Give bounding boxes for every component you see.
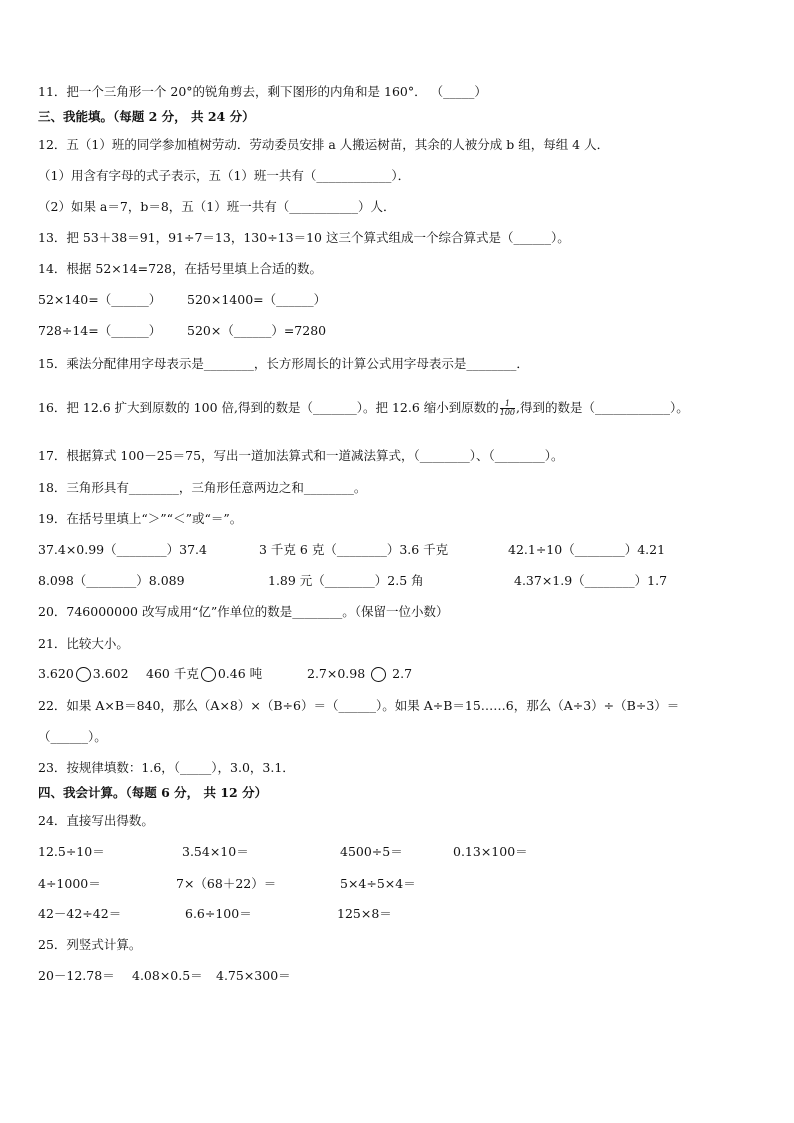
compare-left: 2.7×0.98 xyxy=(307,666,366,681)
question-19-r1-c: 42.1÷10（________）4.21 xyxy=(508,542,666,557)
q24-r3-a: 42－42÷42＝ xyxy=(38,906,122,921)
question-12-part-2: （2）如果 a＝7，b＝8，五（1）班一共有（___________）人． xyxy=(38,199,396,214)
question-14-d: 520×（______）=7280 xyxy=(187,323,327,338)
section-4-heading: 四、我会计算。（每题 6 分， 共 12 分） xyxy=(38,785,268,800)
q24-r2-b: 7×（68＋22）＝ xyxy=(176,876,277,891)
question-15: 15．乘法分配律用字母表示是________，长方形周长的计算公式用字母表示是________． xyxy=(38,356,529,371)
question-16 xyxy=(38,400,689,417)
q24-r1-b: 3.54×10＝ xyxy=(182,844,249,859)
q24-r1-c: 4500÷5＝ xyxy=(340,844,403,859)
question-16-after: ,得到的数是（____________）。 xyxy=(516,400,689,415)
compare-left: 3.620 xyxy=(38,666,74,681)
compare-circle[interactable] xyxy=(76,667,91,682)
question-21: 21．比较大小。 xyxy=(38,636,129,651)
question-19-r2-c: 4.37×1.9（________）1.7 xyxy=(514,573,668,588)
question-21-item-2 xyxy=(146,666,262,682)
q24-r3-b: 6.6÷100＝ xyxy=(185,906,252,921)
q25-c: 4.75×300＝ xyxy=(216,968,291,983)
compare-right: 0.46 吨 xyxy=(217,666,263,681)
compare-circle[interactable] xyxy=(371,667,386,682)
compare-left: 460 千克 xyxy=(146,666,199,681)
q24-r1-a: 12.5÷10＝ xyxy=(38,844,105,859)
question-16-before: 16．把 12.6 扩大到原数的 100 倍,得到的数是（_______）。把 12.6 缩小到原数的 xyxy=(38,400,499,415)
question-12-part-1: （1）用含有字母的式子表示，五（1）班一共有（____________）． xyxy=(38,168,411,183)
q24-r2-c: 5×4÷5×4＝ xyxy=(340,876,416,891)
q25-a: 20－12.78＝ xyxy=(38,968,115,983)
section-3-heading: 三、我能填。（每题 2 分， 共 24 分） xyxy=(38,109,255,124)
question-19-r2-a: 8.098（________）8.089 xyxy=(38,573,185,588)
question-19-r1-a: 37.4×0.99（________）37.4 xyxy=(38,542,207,557)
question-14: 14．根据 52×14=728，在括号里填上合适的数。 xyxy=(38,261,322,276)
question-22: 22．如果 A×B＝840，那么（A×8）×（B÷6）＝（______）。如果 A÷B＝15……6，那么（A÷3）÷（B÷3）＝ xyxy=(38,698,680,713)
q24-r1-d: 0.13×100＝ xyxy=(453,844,528,859)
question-14-a: 52×140=（______） xyxy=(38,292,162,307)
compare-right: 3.602 xyxy=(92,666,129,681)
compare-right: 2.7 xyxy=(392,666,413,681)
question-19-r1-b: 3 千克 6 克（________）3.6 千克 xyxy=(259,542,449,557)
question-19-r2-b: 1.89 元（________）2.5 角 xyxy=(268,573,424,588)
question-21-item-3 xyxy=(307,666,412,682)
question-20: 20．746000000 改写成用“亿”作单位的数是________。（保留一位小数） xyxy=(38,604,449,619)
q24-r2-a: 4÷1000＝ xyxy=(38,876,101,891)
question-17: 17．根据算式 100－25＝75，写出一道加法算式和一道减法算式，（________）、（________）。 xyxy=(38,448,564,463)
q25-b: 4.08×0.5＝ xyxy=(132,968,203,983)
fraction-numerator: 1 xyxy=(500,400,515,409)
question-19: 19．在括号里填上“＞”“＜”或“＝”。 xyxy=(38,511,243,526)
question-12: 12．五（1）班的同学参加植树劳动．劳动委员安排 a 人搬运树苗，其余的人被分成 b 组，每组 4 人． xyxy=(38,137,610,152)
question-22-continuation: （______）。 xyxy=(38,729,107,744)
question-24: 24．直接写出得数。 xyxy=(38,813,154,828)
compare-circle[interactable] xyxy=(201,667,216,682)
question-13: 13．把 53＋38＝91，91÷7＝13，130÷13＝10 这三个算式组成一个综合算式是（______）。 xyxy=(38,230,570,245)
question-25: 25．列竖式计算。 xyxy=(38,937,142,952)
question-18: 18．三角形具有________，三角形任意两边之和________。 xyxy=(38,480,367,495)
question-14-c: 728÷14=（______） xyxy=(38,323,162,338)
question-23: 23．按规律填数：1.6，（_____），3.0，3.1． xyxy=(38,760,295,775)
fraction xyxy=(500,400,515,417)
fraction-denominator: 100 xyxy=(499,408,516,417)
question-11: 11．把一个三角形一个 20°的锐角剪去，剩下图形的内角和是 160°． （_____） xyxy=(38,84,487,99)
question-14-b: 520×1400=（______） xyxy=(187,292,327,307)
question-21-item-1 xyxy=(38,666,129,682)
q24-r3-c: 125×8＝ xyxy=(337,906,392,921)
